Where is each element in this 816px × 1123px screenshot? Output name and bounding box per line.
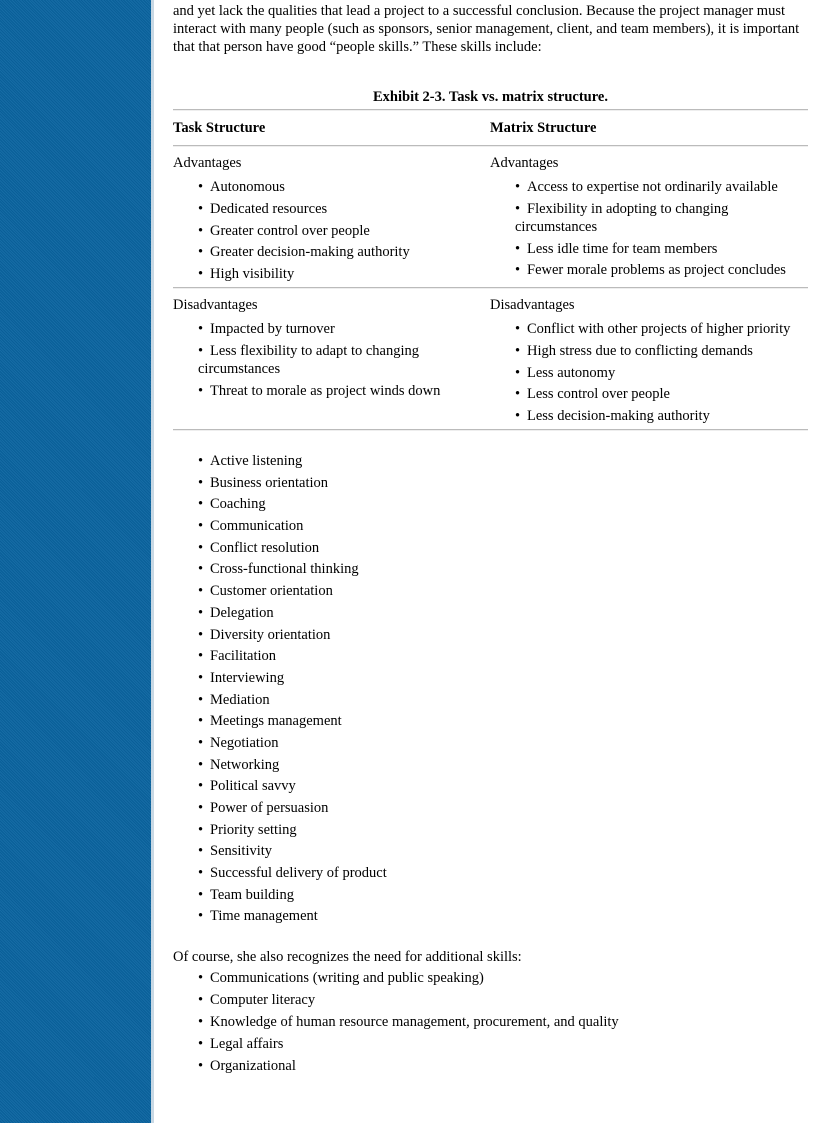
list-item xyxy=(198,243,490,261)
list-item xyxy=(198,777,808,795)
bullet-icon: • xyxy=(198,320,204,337)
list-item-text: Coaching xyxy=(210,496,266,513)
list-item-text: Access to expertise not ordinarily available xyxy=(527,179,778,195)
list-item-text: Knowledge of human resource management, procurement, and quality xyxy=(210,1014,619,1030)
list-item-text: Less autonomy xyxy=(527,364,616,381)
bullet-icon: • xyxy=(198,583,204,600)
bullet-icon: • xyxy=(515,364,521,381)
list-item-text: Less flexibility to adapt to changing circumstances xyxy=(198,342,419,377)
list-item xyxy=(198,712,808,730)
bullet-icon: • xyxy=(198,244,204,261)
list-item xyxy=(198,265,490,283)
list-item xyxy=(515,261,808,279)
list-item-text: High stress due to conflicting demands xyxy=(527,342,753,359)
bullet-icon: • xyxy=(198,200,204,217)
bullet-icon: • xyxy=(198,992,204,1008)
bullet-icon: • xyxy=(198,518,204,535)
list-item-text: Delegation xyxy=(210,604,274,621)
list-item xyxy=(515,364,808,382)
intro-paragraph: and yet lack the qualities that lead a project to a successful conclusion. Because the project manager must interact with many people (such as sponsors, senior management, client, and team members), it is important that that person have good “people skills.” These skills include: xyxy=(173,3,800,55)
list-item-text: Greater control over people xyxy=(210,222,370,239)
list-item xyxy=(198,691,808,709)
bullet-icon: • xyxy=(198,756,204,773)
matrix-disadvantages-list xyxy=(490,320,808,425)
additional-skills-section xyxy=(173,969,808,1079)
list-item xyxy=(198,200,490,218)
list-item xyxy=(198,320,490,338)
bullet-icon: • xyxy=(515,408,521,425)
list-item-text: Threat to morale as project winds down xyxy=(210,382,441,399)
bullet-icon: • xyxy=(198,713,204,730)
list-item xyxy=(515,200,808,236)
bullet-icon: • xyxy=(515,262,521,279)
list-item-text: Conflict with other projects of higher priority xyxy=(527,320,791,337)
list-item xyxy=(198,178,490,196)
list-item-text: Organizational xyxy=(210,1058,296,1074)
bullet-icon: • xyxy=(198,648,204,665)
list-item-text: Legal affairs xyxy=(210,1036,284,1052)
list-item xyxy=(198,799,808,817)
task-disadvantages-list xyxy=(173,320,490,400)
bullet-icon: • xyxy=(198,382,204,399)
list-item xyxy=(198,222,490,240)
disadvantages-row xyxy=(173,289,808,429)
list-item xyxy=(515,407,808,425)
bullet-icon: • xyxy=(198,800,204,816)
list-item xyxy=(198,495,808,513)
list-item xyxy=(198,969,808,987)
list-item xyxy=(198,452,808,470)
bullet-icon: • xyxy=(198,1058,204,1074)
list-item-text: Political savvy xyxy=(210,778,296,795)
list-item xyxy=(198,604,808,622)
list-item xyxy=(198,1057,808,1075)
bullet-icon: • xyxy=(198,342,204,359)
list-item xyxy=(198,474,808,492)
task-disadvantages-label: Disadvantages xyxy=(173,296,258,313)
list-item xyxy=(198,886,808,904)
bullet-icon: • xyxy=(198,970,204,986)
bullet-icon: • xyxy=(198,691,204,708)
list-item xyxy=(198,342,490,378)
bullet-icon: • xyxy=(198,908,204,925)
list-item-text: Networking xyxy=(210,756,280,773)
list-item-text: Autonomous xyxy=(210,179,285,195)
list-item xyxy=(198,517,808,535)
exhibit-caption: Exhibit 2-3. Task vs. matrix structure. xyxy=(373,89,608,105)
left-sidebar-band xyxy=(0,0,154,1123)
list-item-text: Less decision-making authority xyxy=(527,408,710,425)
list-item-text: Communications (writing and public speaking) xyxy=(210,970,484,986)
list-item-text: Power of persuasion xyxy=(210,800,329,816)
list-item-text: Negotiation xyxy=(210,734,279,751)
bullet-icon: • xyxy=(198,734,204,751)
matrix-advantages-label: Advantages xyxy=(490,155,559,171)
list-item xyxy=(198,582,808,600)
bullet-icon: • xyxy=(515,342,521,359)
list-item xyxy=(198,734,808,752)
people-skills-list xyxy=(173,452,808,925)
bullet-icon: • xyxy=(198,886,204,903)
bullet-icon: • xyxy=(198,453,204,469)
exhibit-table xyxy=(173,109,808,431)
list-item-text: Mediation xyxy=(210,691,270,708)
list-item-text: Diversity orientation xyxy=(210,626,331,643)
list-item xyxy=(198,647,808,665)
list-item-text: Priority setting xyxy=(210,821,297,838)
list-item xyxy=(198,539,808,557)
bullet-icon: • xyxy=(198,669,204,686)
list-item-text: Conflict resolution xyxy=(210,539,320,556)
bullet-icon: • xyxy=(515,179,521,195)
task-advantages-list xyxy=(173,178,490,283)
list-item xyxy=(515,385,808,403)
bullet-icon: • xyxy=(198,222,204,239)
col-header-matrix: Matrix Structure xyxy=(490,120,597,136)
list-item-text: Sensitivity xyxy=(210,843,273,860)
list-item-text: Meetings management xyxy=(210,713,342,730)
list-item-text: Impacted by turnover xyxy=(210,320,335,337)
list-item-text: Computer literacy xyxy=(210,992,316,1008)
list-item xyxy=(198,1035,808,1053)
list-item-text: Interviewing xyxy=(210,669,285,686)
list-item-text: Fewer morale problems as project concludes xyxy=(527,262,786,279)
bullet-icon: • xyxy=(198,539,204,556)
page-content xyxy=(173,0,808,1074)
list-item-text: Cross-functional thinking xyxy=(210,561,359,578)
list-item-text: Active listening xyxy=(210,453,303,469)
bullet-icon: • xyxy=(198,604,204,621)
list-item xyxy=(198,626,808,644)
matrix-advantages-list xyxy=(490,178,808,279)
list-item-text: Less idle time for team members xyxy=(527,240,718,257)
list-item-text: Communication xyxy=(210,518,304,535)
list-item xyxy=(198,821,808,839)
bullet-icon: • xyxy=(198,179,204,195)
advantages-row xyxy=(173,147,808,287)
list-item-text: Team building xyxy=(210,886,294,903)
bullet-icon: • xyxy=(515,240,521,257)
list-item xyxy=(198,1013,808,1031)
table-header-row xyxy=(173,111,808,145)
list-item xyxy=(515,342,808,360)
bullet-icon: • xyxy=(198,778,204,795)
list-item xyxy=(198,560,808,578)
bullet-icon: • xyxy=(198,626,204,643)
col-header-task: Task Structure xyxy=(173,120,266,136)
list-item-text: Facilitation xyxy=(210,648,277,665)
list-item xyxy=(198,842,808,860)
list-item xyxy=(198,864,808,882)
list-item-text: High visibility xyxy=(210,266,295,283)
additional-skills-list xyxy=(173,969,808,1075)
bullet-icon: • xyxy=(198,496,204,513)
list-item xyxy=(515,320,808,338)
list-item xyxy=(198,991,808,1009)
list-item-text: Customer orientation xyxy=(210,583,333,600)
list-item xyxy=(198,669,808,687)
list-item-text: Less control over people xyxy=(527,386,670,403)
list-item xyxy=(515,178,808,196)
task-advantages-label: Advantages xyxy=(173,155,242,171)
bullet-icon: • xyxy=(198,821,204,838)
list-item xyxy=(198,907,808,925)
bullet-icon: • xyxy=(198,474,204,491)
table-rule xyxy=(173,429,808,431)
people-skills-section xyxy=(173,452,808,929)
bullet-icon: • xyxy=(515,200,521,217)
bullet-icon: • xyxy=(198,266,204,283)
bullet-icon: • xyxy=(515,386,521,403)
bullet-icon: • xyxy=(198,865,204,882)
list-item-text: Business orientation xyxy=(210,474,329,491)
bullet-icon: • xyxy=(198,1036,204,1052)
bullet-icon: • xyxy=(198,561,204,578)
list-item-text: Time management xyxy=(210,908,318,925)
bullet-icon: • xyxy=(198,1014,204,1030)
list-item xyxy=(515,240,808,258)
bullet-icon: • xyxy=(515,320,521,337)
list-item-text: Greater decision-making authority xyxy=(210,244,410,261)
additional-skills-intro: Of course, she also recognizes the need for additional skills: xyxy=(173,949,522,965)
bullet-icon: • xyxy=(198,843,204,860)
list-item xyxy=(198,756,808,774)
list-item xyxy=(198,382,490,400)
list-item-text: Dedicated resources xyxy=(210,200,328,217)
list-item-text: Flexibility in adopting to changing circumstances xyxy=(515,200,729,235)
list-item-text: Successful delivery of product xyxy=(210,865,387,882)
matrix-disadvantages-label: Disadvantages xyxy=(490,296,575,313)
